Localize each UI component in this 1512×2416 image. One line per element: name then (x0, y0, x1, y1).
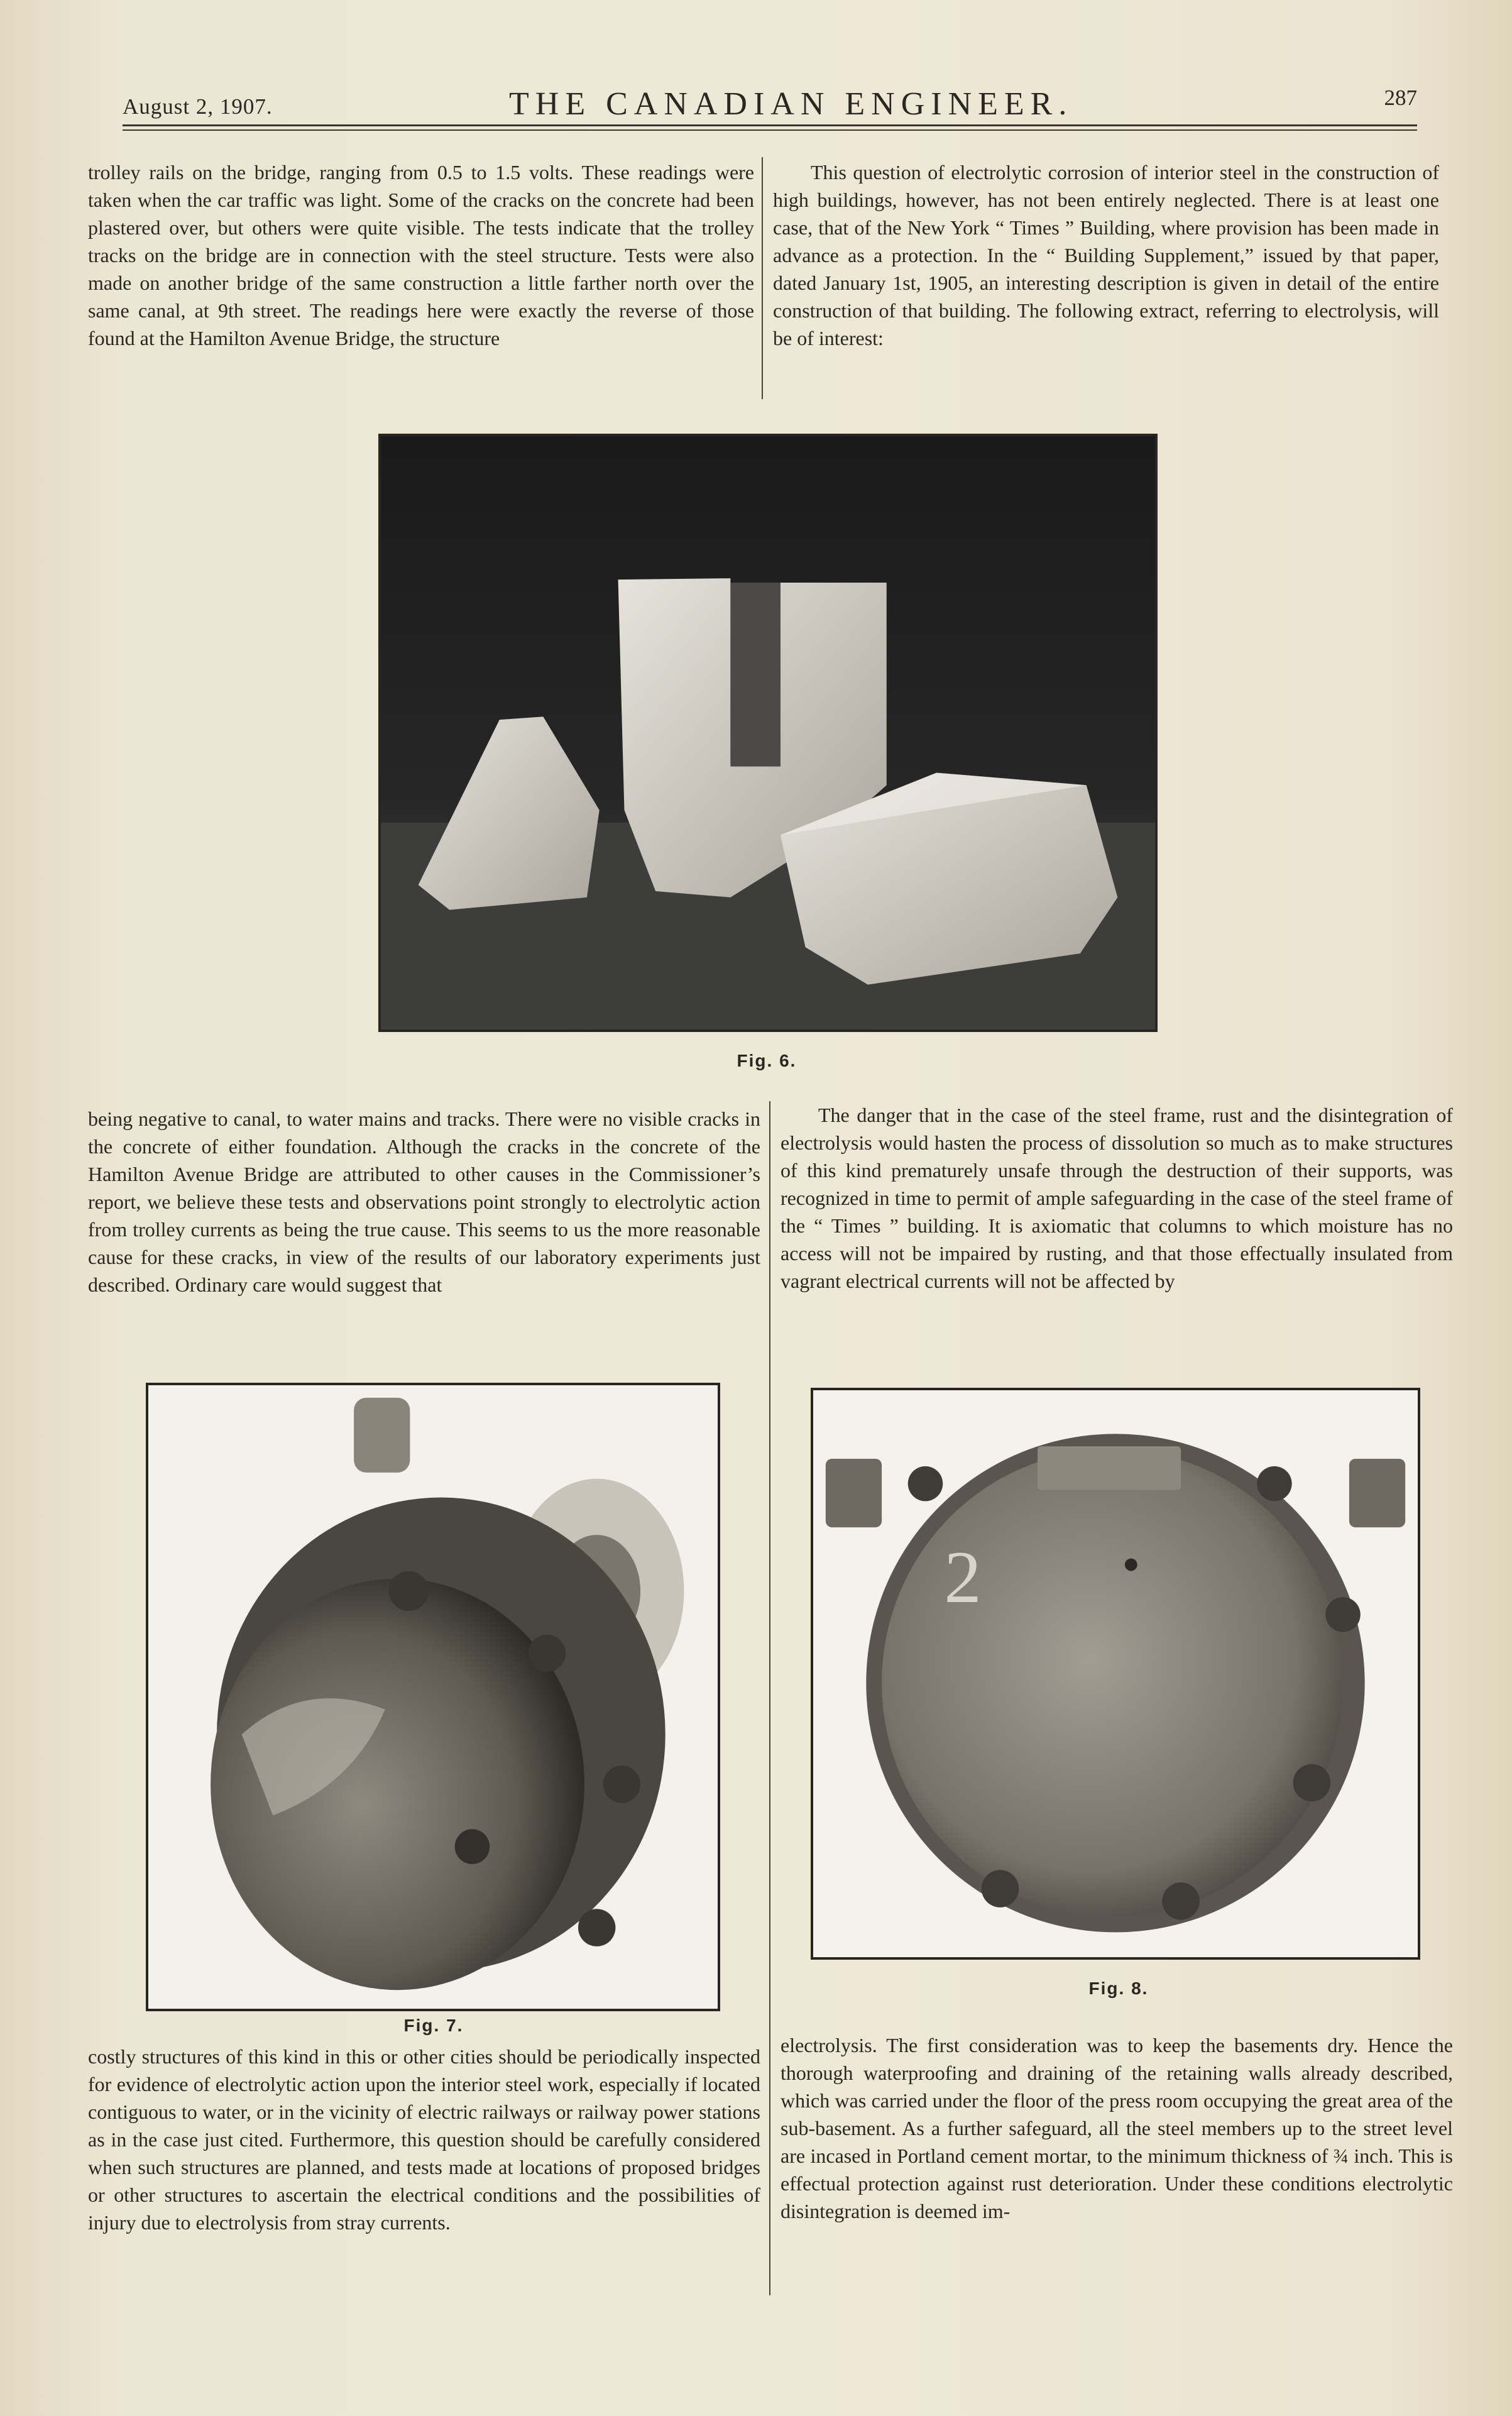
section3-left-column (88, 2043, 760, 2319)
journal-title: THE CANADIAN ENGINEER. (509, 86, 1073, 122)
section3-right-paragraph: electrolysis. The first consideration was to keep the basements dry. Hence the thorough waterproofing and draining of the retaining walls already described, which was carried under the floor of the press room occupying the great area of the sub-basement. As a further safeguard, all the steel members up to the street level are incased in Portland cement mortar, to the minimum thickness of ¾ inch. This is effectual protection against rust deterioration. Under these conditions electrolytic disintegration is deemed im- (781, 2034, 1453, 2222)
header-rule-top (123, 124, 1417, 126)
issue-date: August 2, 1907. (123, 94, 273, 119)
header-rule-bottom (123, 129, 1417, 131)
corroded-meter-illustration (148, 1385, 718, 2009)
section3-right-column (781, 2031, 1453, 2308)
fig7-photo (146, 1383, 720, 2011)
section1-right-column (773, 158, 1439, 410)
fig6-photo (378, 434, 1158, 1032)
section1-left-column (88, 158, 754, 410)
fig8-caption: Fig. 8. (1088, 1979, 1149, 1998)
fig8-photo (811, 1388, 1420, 1960)
section2-left-paragraph: being negative to canal, to water mains and tracks. There were no visible cracks in the concrete of either foundation. Although the cracks in the concrete of the Hamilton Avenue Bridge are attributed to other causes in the Commissioner’s report, we believe these tests and observations point strongly to electrolytic action from trolley currents as being the true cause. This seems to us the more reasonable cause for these cracks, in view of the results of our laboratory experiments just described. Ordinary care would suggest that (88, 1107, 760, 1296)
section1-right-paragraph: This question of electrolytic corrosion of interior steel in the construction of high buildings, however, has not been entirely neglected. There is at least one case, that of the New York “ Times ” Building, where provision has been made in advance as a protection. In the “ Building Supplement,” issued by that paper, dated January 1st, 1905, an interesting description is given in detail of the entire construction of that building. The following extract, referring to electrolysis, will be of interest: (773, 161, 1439, 349)
page-number: 287 (1384, 85, 1417, 110)
section3-left-paragraph: costly structures of this kind in this or other cities should be periodically inspected for evidence of electrolytic action upon the interior steel work, especially if located contiguous to water, or in the vicinity of electric railways or railway power stations as in the case just cited. Furthermore, this question should be carefully considered when such structures are planned, and tests made at locations of proposed bridges or other structures to ascertain the electrical conditions and the possibilities of injury due to electrolysis from stray currents. (88, 2045, 760, 2234)
lower-column-rule (769, 1101, 770, 2295)
section1-left-paragraph: trolley rails on the bridge, ranging from 0.5 to 1.5 volts. These readings were taken when the car traffic was light. Some of the cracks on the concrete had been plastered over, but others were quite visible. The tests indicate that the trolley tracks on the bridge are in connection with the steel structure. Tests were also made on another bridge of the same construction a little farther north over the same canal, at 9th street. The readings here were exactly the reverse of those found at the Hamilton Avenue Bridge, the structure (88, 161, 754, 349)
fig7-caption: Fig. 7. (403, 2016, 464, 2035)
section2-left-column (88, 1105, 760, 1368)
section2-right-column (781, 1101, 1453, 1365)
fig6-caption: Fig. 6. (737, 1051, 797, 1070)
section1-column-rule (762, 157, 763, 399)
plate-mark: 2 (944, 1535, 982, 1619)
meter-cover-illustration (813, 1390, 1418, 1957)
section2-right-paragraph: The danger that in the case of the steel frame, rust and the disintegration of electrolysis would hasten the process of dissolution so much as to make structures of this kind prematurely unsafe through the destruction of their supports, was recognized in time to permit of ample safeguarding in the case of the steel frame of the “ Times ” building. It is axiomatic that columns to which moisture has no access will not be impaired by rusting, and that those effectually insulated from vagrant electrical currents will not be affected by (781, 1104, 1453, 1292)
concrete-blocks-illustration (381, 436, 1155, 1030)
